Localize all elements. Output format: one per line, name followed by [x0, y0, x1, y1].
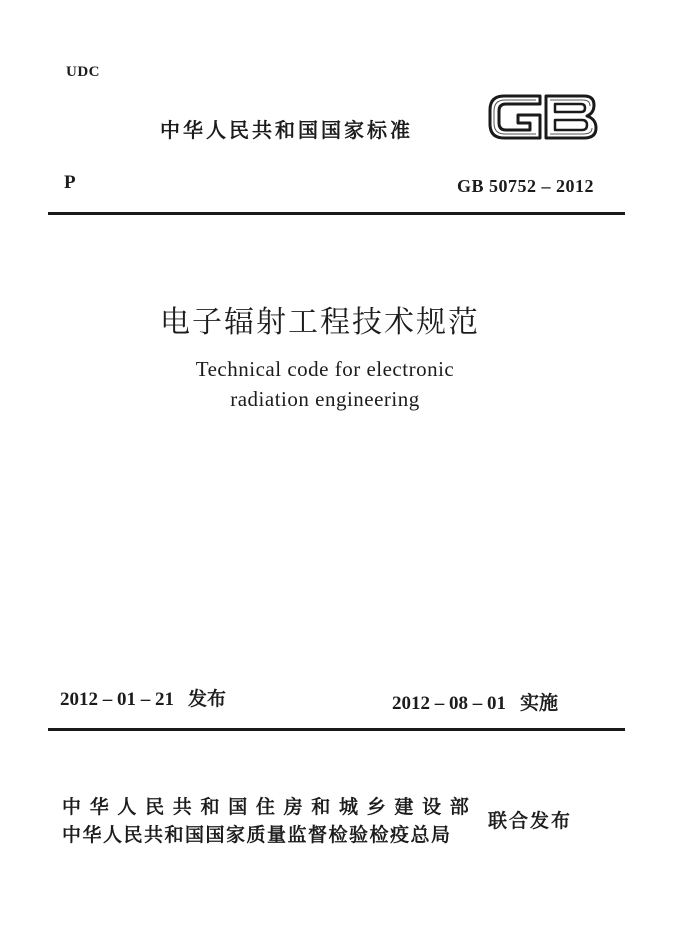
implement-date: 2012 – 08 – 01	[392, 693, 506, 714]
issue-label: 发布	[188, 688, 227, 710]
issuer-ministry-housing: 中华人民共和国住房和城乡建设部	[62, 796, 478, 818]
implement-label: 实施	[520, 692, 559, 714]
gb-logo-text: GB	[484, 88, 486, 89]
top-divider	[48, 212, 625, 215]
title-english-line2: radiation engineering	[230, 387, 420, 411]
title-english-line1: Technical code for electronic	[195, 357, 455, 381]
issue-info	[60, 684, 226, 711]
issuer-aqsiq: 中华人民共和国国家质量监督检验检疫总局	[62, 824, 452, 846]
udc-label: UDC	[66, 64, 100, 80]
standard-number: GB 50752 – 2012	[456, 176, 594, 196]
issue-date: 2012 – 01 – 21	[60, 689, 174, 710]
title-english	[0, 354, 650, 414]
category-code: P	[64, 172, 76, 193]
joint-issue-label: 联合发布	[488, 810, 573, 832]
implement-info	[392, 688, 558, 715]
title-chinese: 电子辐射工程技术规范	[160, 305, 480, 340]
bottom-divider	[48, 728, 625, 731]
national-standard-heading: 中华人民共和国国家标准	[160, 118, 413, 142]
gb-logo	[484, 88, 600, 146]
